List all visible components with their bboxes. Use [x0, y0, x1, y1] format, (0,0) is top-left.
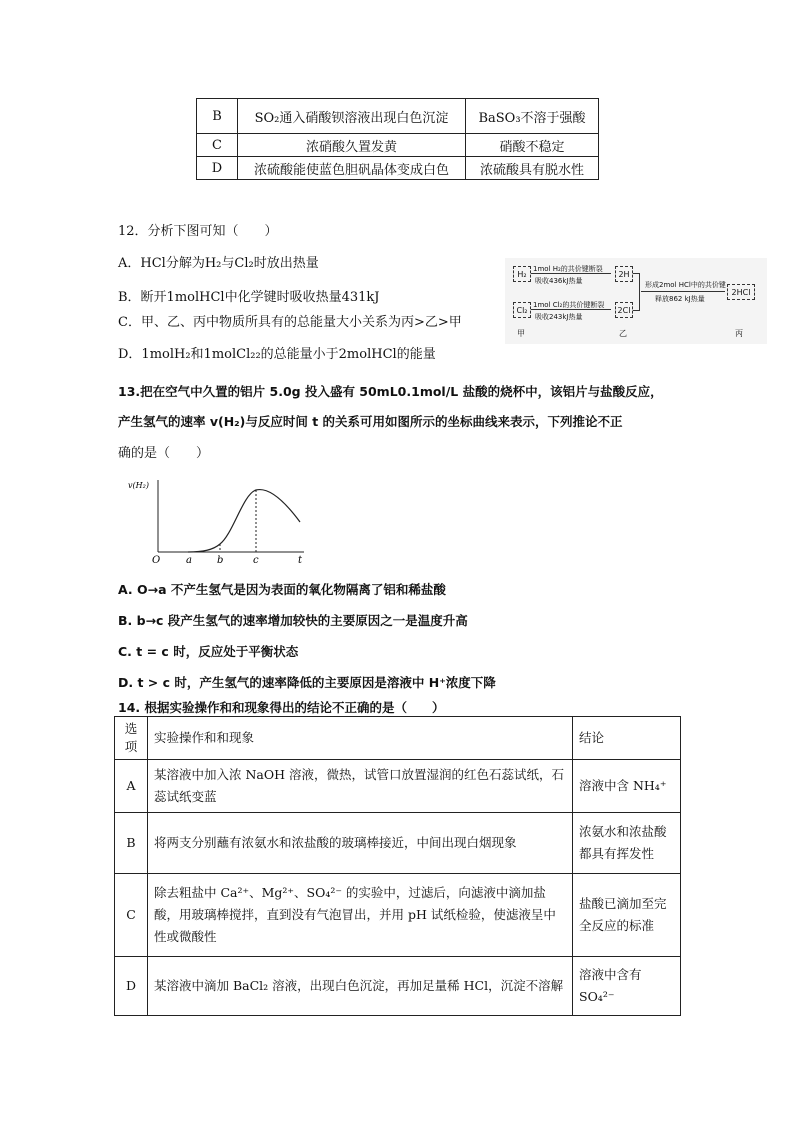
q14-stem: 14. 根据实验操作和和现象得出的结论不正确的是（ ）: [118, 700, 445, 715]
arrow-line: [641, 291, 725, 292]
energy-diagram: [505, 258, 767, 344]
q13-option-b: B. b→c 段产生氢气的速率增加较快的主要原因之一是温度升高: [118, 613, 468, 628]
table-row: [197, 157, 599, 180]
header-operation: 实验操作和和现象: [148, 717, 573, 760]
operation-cell: 某溶液中滴加 BaCl₂ 溶液，出现白色沉淀，再加足量稀 HCl，沉淀不溶解: [148, 957, 573, 1016]
q13-line3: 确的是（ ）: [118, 446, 210, 461]
rate-curve: [188, 490, 300, 552]
q13-option-d: D. t > c 时，产生氢气的速率降低的主要原因是溶液中 H⁺浓度下降: [118, 675, 496, 690]
header-option: 选项: [115, 717, 148, 760]
label-yi: 乙: [619, 329, 627, 338]
table-row: [115, 874, 681, 957]
operation-cell: 除去粗盐中 Ca²⁺、Mg²⁺、SO₄²⁻ 的实验中，过滤后，向滤液中滴加盐酸，用玻璃棒搅拌，直到没有气泡冒出，并用 pH 试纸检验，使滤液呈中性或微酸性: [148, 874, 573, 957]
form-note2: 释放862 kJ热量: [655, 295, 705, 303]
table-row: [115, 957, 681, 1016]
header-conclusion: 结论: [573, 717, 681, 760]
origin-label: O: [152, 555, 161, 566]
b-label: b: [217, 555, 224, 566]
option-cell: C: [115, 874, 148, 957]
operation-cell: 浓硝酸久置发黄: [238, 134, 466, 157]
2h-box: 2H: [615, 266, 633, 282]
2cl-box: 2Cl: [615, 302, 633, 318]
option-cell: B: [197, 99, 238, 134]
h2-box: H₂: [513, 266, 531, 282]
option-cell: D: [197, 157, 238, 180]
cl2-note: 1mol Cl₂的共价键断裂: [533, 301, 605, 309]
table-2: [114, 716, 681, 1016]
conclusion-cell: 盐酸已滴加至完全反应的标准: [573, 874, 681, 957]
table-1: [196, 98, 599, 180]
option-cell: C: [197, 134, 238, 157]
arrow-line: [531, 309, 611, 310]
bracket-line: [633, 273, 640, 311]
h2-note2: 吸收436kJ热量: [535, 277, 583, 285]
table-row: [115, 760, 681, 813]
2hcl-box: 2HCl: [727, 284, 755, 300]
conclusion-cell: 硝酸不稳定: [466, 134, 599, 157]
label-jia: 甲: [517, 329, 525, 338]
c-label: c: [253, 555, 259, 566]
table-row: [197, 99, 599, 134]
rate-graph: [118, 474, 318, 566]
cl2-box: Cl₂: [513, 302, 531, 318]
a-label: a: [186, 555, 192, 566]
conclusion-cell: 浓氨水和浓盐酸都具有挥发性: [573, 813, 681, 874]
q13-option-c: C. t = c 时，反应处于平衡状态: [118, 644, 299, 659]
conclusion-cell: 溶液中含有 SO₄²⁻: [573, 957, 681, 1016]
label-bing: 丙: [735, 329, 743, 338]
operation-cell: 某溶液中加入浓 NaOH 溶液，微热，试管口放置湿润的红色石蕊试纸，石蕊试纸变蓝: [148, 760, 573, 813]
form-note: 形成2mol HCl中的共价键: [645, 281, 726, 289]
operation-cell: 将两支分别蘸有浓氨水和浓盐酸的玻璃棒接近，中间出现白烟现象: [148, 813, 573, 874]
option-cell: D: [115, 957, 148, 1016]
option-cell: B: [115, 813, 148, 874]
q12-option-a: A．HCl分解为H₂与Cl₂时放出热量: [118, 256, 319, 271]
t-label: t: [298, 555, 303, 566]
operation-cell: 浓硫酸能使蓝色胆矾晶体变成白色: [238, 157, 466, 180]
conclusion-cell: 浓硫酸具有脱水性: [466, 157, 599, 180]
arrow-line: [531, 273, 611, 274]
q13-line2: 产生氢气的速率 v(H₂)与反应时间 t 的关系可用如图所示的坐标曲线来表示，下列推论不正: [118, 414, 623, 429]
table-row: [115, 813, 681, 874]
y-label: v(H₂): [128, 481, 149, 490]
option-cell: A: [115, 760, 148, 813]
cl2-note2: 吸收243kJ热量: [535, 313, 583, 321]
q13-option-a: A. O→a 不产生氢气是因为表面的氧化物隔离了铝和稀盐酸: [118, 582, 446, 597]
h2-note: 1mol H₂的共价键断裂: [533, 265, 603, 273]
q13-line1: 13.把在空气中久置的铝片 5.0g 投入盛有 50mL0.1mol/L 盐酸的烧杯中，该铝片与盐酸反应，: [118, 384, 663, 399]
q12-option-d: D．1molH₂和1molCl₂₂的总能量小于2molHCl的能量: [118, 347, 436, 362]
conclusion-cell: 溶液中含 NH₄⁺: [573, 760, 681, 813]
table-header-row: [115, 717, 681, 760]
table-row: [197, 134, 599, 157]
q12-option-c: C．甲、乙、丙中物质所具有的总能量大小关系为丙>乙>甲: [118, 315, 462, 330]
conclusion-cell: BaSO₃不溶于强酸: [466, 99, 599, 134]
q12-stem: 12．分析下图可知（ ）: [118, 224, 278, 239]
operation-cell: SO₂通入硝酸钡溶液出现白色沉淀: [238, 99, 466, 134]
q12-option-b: B．断开1molHCl中化学键时吸收热量431kJ: [118, 290, 380, 305]
